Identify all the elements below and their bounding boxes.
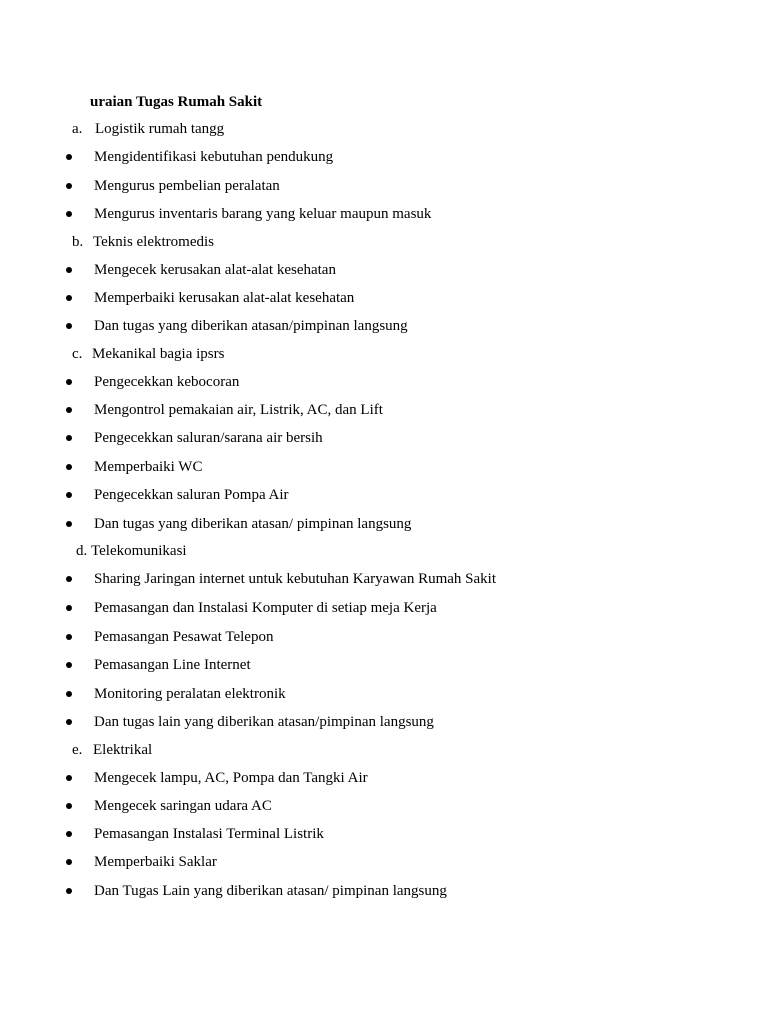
list-item-text: Pemasangan Instalasi Terminal Listrik [94,826,324,842]
section-heading-a [72,119,224,139]
bullet-icon [66,803,72,809]
section-marker: d. [76,543,88,559]
list-item-text: Pengecekkan kebocoran [94,374,240,390]
section-marker: e. [72,742,83,758]
bullet-icon [66,267,72,273]
bullet-icon [66,634,72,640]
bullet-icon [66,464,72,470]
bullet-icon [66,691,72,697]
list-item-text: Memperbaiki Saklar [94,854,217,870]
list-item-text: Mengecek kerusakan alat-alat kesehatan [94,262,336,278]
bullet-icon [66,295,72,301]
bullet-icon [66,183,72,189]
bullet-icon [66,407,72,413]
list-item-text: Mengecek lampu, AC, Pompa dan Tangki Air [94,770,368,786]
list-item-text: Dan tugas yang diberikan atasan/pimpinan langsung [94,318,408,334]
section-label: Mekanikal bagia ipsrs [92,346,225,362]
list-item-text: Sharing Jaringan internet untuk kebutuhan Karyawan Rumah Sakit [94,571,496,587]
list-item-text: Pengecekkan saluran Pompa Air [94,487,289,503]
section-heading-b [72,232,214,252]
section-label: Telekomunikasi [91,543,187,559]
section-marker: b. [72,234,84,250]
bullet-icon [66,859,72,865]
bullet-icon [66,154,72,160]
list-item-text: Dan Tugas Lain yang diberikan atasan/ pimpinan langsung [94,883,447,899]
bullet-icon [66,831,72,837]
bullet-icon [66,888,72,894]
list-item-text: Mengurus inventaris barang yang keluar maupun masuk [94,206,432,222]
bullet-icon [66,719,72,725]
list-item-text: Mengurus pembelian peralatan [94,178,280,194]
list-item-text: Mengidentifikasi kebutuhan pendukung [94,149,334,165]
list-item-text: Monitoring peralatan elektronik [94,686,286,702]
section-heading-c [72,344,224,364]
list-item-text: Pemasangan Line Internet [94,657,251,673]
list-item-text: Pemasangan Pesawat Telepon [94,629,274,645]
bullet-icon [66,379,72,385]
bullet-icon [66,775,72,781]
bullet-icon [66,576,72,582]
section-label: Elektrikal [93,742,153,758]
list-item-text: Memperbaiki WC [94,459,203,475]
bullet-icon [66,605,72,611]
section-label: Teknis elektromedis [93,234,215,250]
section-heading-e [72,740,152,760]
list-item-text: Mengecek saringan udara AC [94,798,272,814]
section-label: Logistik rumah tangg [95,121,225,137]
bullet-icon [66,323,72,329]
list-item-text: Pengecekkan saluran/sarana air bersih [94,430,323,446]
section-marker: a. [72,121,83,137]
bullet-icon [66,521,72,527]
bullet-icon [66,211,72,217]
list-item-text: Pemasangan dan Instalasi Komputer di setiap meja Kerja [94,600,437,616]
bullet-icon [66,435,72,441]
list-item-text: Memperbaiki kerusakan alat-alat kesehatan [94,290,355,306]
bullet-icon [66,492,72,498]
bullet-icon [66,662,72,668]
list-item-text: Mengontrol pemakaian air, Listrik, AC, dan Lift [94,402,383,418]
list-item-text: Dan tugas lain yang diberikan atasan/pimpinan langsung [94,714,434,730]
list-item-text: Dan tugas yang diberikan atasan/ pimpinan langsung [94,516,412,532]
section-marker: c. [72,346,83,362]
section-heading-d [76,541,187,561]
document-title: uraian Tugas Rumah Sakit [90,94,263,110]
